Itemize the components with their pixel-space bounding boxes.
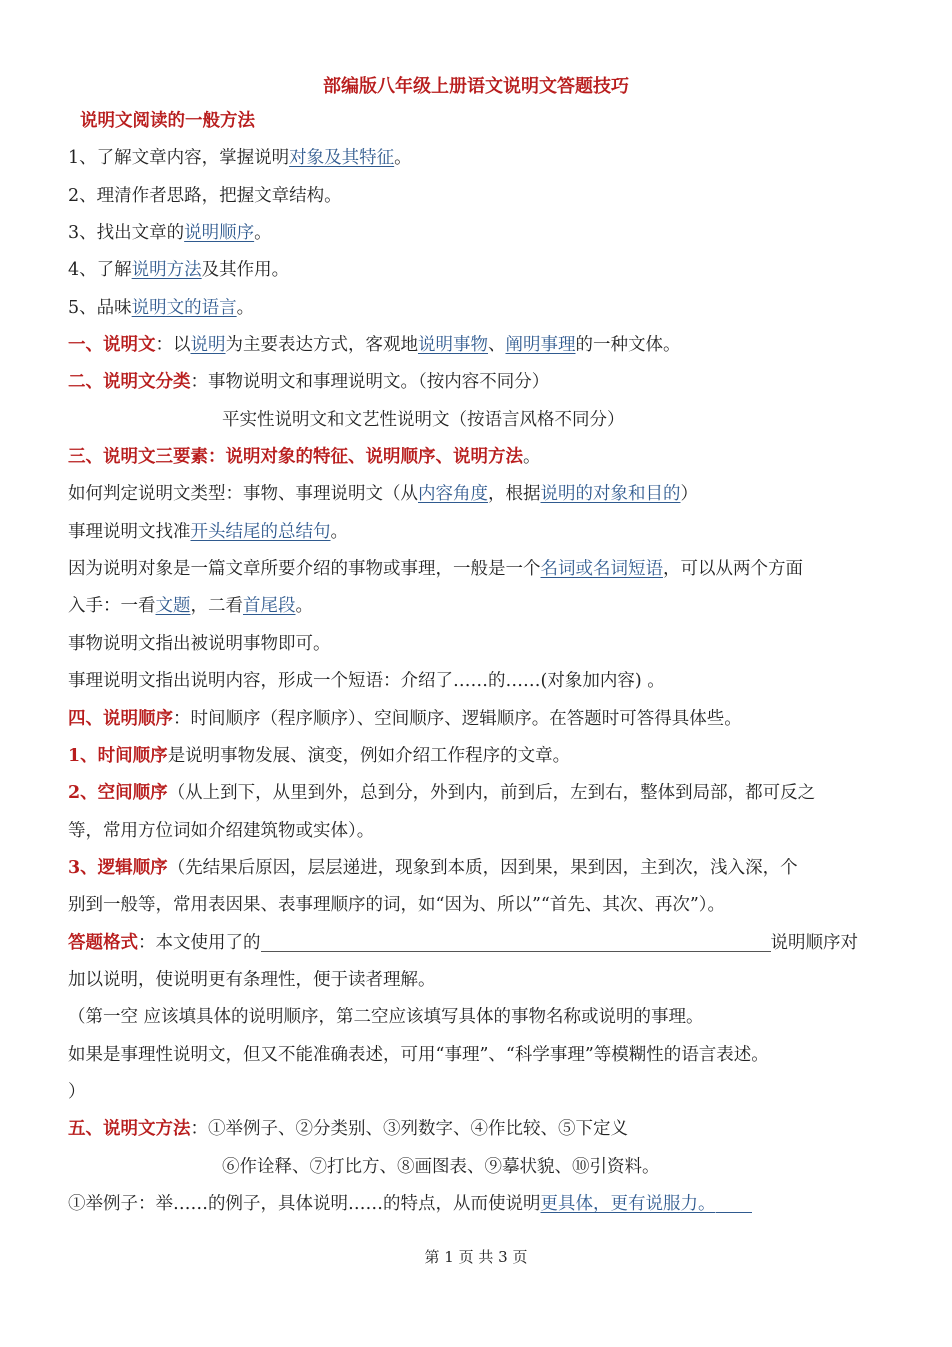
key-term: 阐明事理 [505,335,576,356]
body-text: 如何判定说明文类型：事物、事理说明文（从 [68,484,418,505]
page-number: 第 1 页 共 3 页 [424,1248,528,1266]
key-term: 说明事物 [418,335,488,356]
text-line [68,1111,898,1148]
answer-blank [261,931,771,952]
text-line [68,925,898,962]
heading-text: 二、说明文分类 [68,372,191,393]
text-line [68,887,898,924]
body-text: ：事物说明文和事理说明文。（按内容不同分） [190,372,550,393]
key-term: 首尾段 [243,596,296,617]
body-text: ：本文使用了的 [138,932,261,953]
text-line [68,402,898,439]
key-term: 说明 [190,335,226,356]
body-text: 。 [236,297,255,318]
body-text: 说明顺序对 [770,932,858,953]
key-term: 名词或名词短语 [540,559,663,580]
body-text: 因为说明对象是一篇文章所要介绍的事物或事理，一般是一个 [68,559,541,580]
text-line [68,1149,898,1186]
body-text: 。 [254,223,272,244]
heading-text: 答题格式 [68,932,138,953]
text-line [68,215,898,252]
body-text: ） [680,484,698,505]
body-text: 1、了解文章内容，掌握说明 [68,148,290,169]
text-line [68,663,898,700]
text-line [68,327,898,364]
text-line [68,514,898,551]
body-text: ①举例子：举……的例子，具体说明……的特点，从而使说明 [68,1193,541,1214]
document-body [68,103,898,1223]
body-text: 4、了解 [68,260,132,281]
body-text: 如果是事理性说明文，但又不能准确表述，可用“事理”、“科学事理”等模糊性的语言表述。 [68,1044,769,1065]
body-text: 及其作用。 [201,260,290,281]
heading-text: 四、说明顺序 [68,708,173,729]
key-term: 说明文的语言 [131,297,237,318]
heading-text: 三、说明文三要素：说明对象的特征、说明顺序、说明方法 [68,447,523,468]
body-text: ：时间顺序（程序顺序）、空间顺序、逻辑顺序。在答题时可答得具体些。 [173,708,742,729]
key-term: 更具体，更有说服力。 [540,1193,716,1214]
key-term: 说明顺序 [184,223,255,244]
heading-text: 五、说明文方法 [68,1119,191,1140]
text-line [68,999,898,1036]
body-text: 2、理清作者思路，把握文章结构。 [68,185,342,206]
text-line [68,140,898,177]
body-text: 加以说明，使说明更有条理性，便于读者理解。 [68,969,436,990]
key-term: 说明的对象和目的 [540,484,681,505]
text-line [68,813,898,850]
body-text: 别到一般等，常用表因果、表事理顺序的词，如“因为、所以”“首先、其次、再次”）。 [68,895,726,916]
body-text: 3、找出文章的 [68,223,185,244]
key-term: 开头结尾的总结句 [190,521,331,542]
heading-text: 说明文阅读的一般方法 [80,111,255,131]
body-text: （第一空 应该填具体的说明顺序，第二空应该填写具体的事物名称或说明的事理。 [68,1007,704,1028]
text-line [68,551,898,588]
key-term: 内容角度 [418,484,488,505]
body-text: 为主要表达方式，客观地 [225,335,418,356]
body-text: 。 [523,447,541,468]
body-text: 。 [330,521,348,542]
body-text: 。 [295,596,313,617]
text-line [68,738,898,775]
text-line [68,252,898,289]
body-text: 5、品味 [68,297,132,318]
text-line [68,476,898,513]
key-term: 对象及其特征 [289,148,395,169]
text-line [68,364,898,401]
body-text: 事理说明文指出说明内容，形成一个短语：介绍了……的……(对象加内容) 。 [68,671,665,692]
body-text: 入手：一看 [68,596,156,617]
body-text: 平实性说明文和文艺性说明文（按语言风格不同分） [222,409,625,430]
body-text: （从上到下，从里到外，总到分，外到内，前到后，左到右，整体到局部，都可反之 [167,783,816,804]
body-text: ，可以从两个方面 [663,559,803,580]
heading-text: 1、时间顺序 [68,745,168,766]
body-text: 是说明事物发展、演变，例如介绍工作程序的文章。 [167,745,571,766]
body-text: 事理说明文找准 [68,521,191,542]
text-line [68,701,898,738]
text-line [68,1037,898,1074]
text-line [68,626,898,663]
heading-text: 3、逻辑顺序 [68,857,168,878]
text-line [68,1074,898,1111]
body-text: 事物说明文指出被说明事物即可。 [68,633,331,654]
heading-text: 一、说明文 [68,335,156,356]
text-line [68,588,898,625]
body-text: ⑥作诠释、⑦打比方、⑧画图表、⑨摹状貌、⑩引资料。 [222,1156,660,1177]
text-line [68,290,898,327]
body-text: （先结果后原因，层层递进，现象到本质，因到果，果到因，主到次，浅入深，个 [167,857,798,878]
text-line [68,775,898,812]
document-title: 部编版八年级上册语文说明文答题技巧 [323,76,629,97]
text-line [68,1186,898,1223]
body-text: ，二看 [190,596,243,617]
heading-text: 2、空间顺序 [68,783,168,804]
key-term: 文题 [155,596,191,617]
underline-blank [716,1192,752,1213]
text-line [68,439,898,476]
text-line [68,962,898,999]
body-text: ：以 [155,335,191,356]
body-text: 的一种文体。 [575,335,681,356]
body-text: ：①举例子、②分类别、③列数字、④作比较、⑤下定义 [190,1119,628,1140]
body-text: 、 [488,335,506,356]
body-text: ） [68,1081,86,1102]
body-text: ，根据 [488,484,541,505]
text-line [68,103,898,140]
text-line [68,178,898,215]
body-text: 。 [394,148,412,169]
key-term: 说明方法 [131,260,202,281]
body-text: 等，常用方位词如介绍建筑物或实体）。 [68,820,375,841]
text-line [68,850,898,887]
